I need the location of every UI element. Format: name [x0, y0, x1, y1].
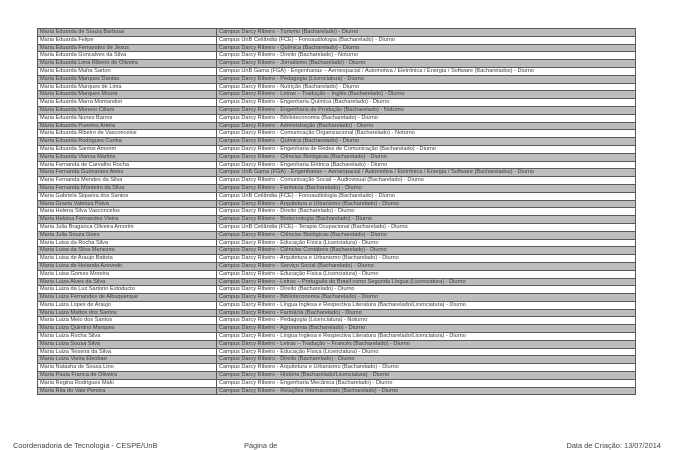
candidate-name-cell: Maria Fernanda Monteiro da Silva [38, 184, 217, 192]
footer-organization: Coordenadoria de Tecnologia - CESPE/UnB [13, 441, 158, 450]
candidate-name-cell: Maria Eduarda Nunes Barros [38, 114, 217, 122]
course-cell: Campus Darcy Ribeiro - Engenharia de Produção (Bacharelado) - Noturno [217, 106, 636, 114]
table-row [38, 356, 636, 364]
candidate-name-cell: Maria Eduarda Fernandes de Jesus [38, 44, 217, 52]
course-cell: Campus Darcy Ribeiro - Ciências Contábeis (Bacharelado) - Diurno [217, 247, 636, 255]
course-cell: Campus Darcy Ribeiro - Arquitetura e Urbanismo (Bacharelado) - Diurno [217, 255, 636, 263]
table-row [38, 309, 636, 317]
candidate-name-cell: Maria Luiza da Luz Sartorio Estoducto [38, 286, 217, 294]
course-cell: Campus Darcy Ribeiro - Nutrição (Bacharelado) - Diurno [217, 83, 636, 91]
table-row [38, 169, 636, 177]
table-row [38, 52, 636, 60]
course-cell: Campus Darcy Ribeiro - Ciências Biológicas (Bacharelado) - Diurno [217, 153, 636, 161]
table-row [38, 177, 636, 185]
course-cell: Campus Darcy Ribeiro - Farmácia (Bacharelado) - Diurno [217, 184, 636, 192]
course-cell: Campus Darcy Ribeiro - Pedagogia (Licenciatura) - Diurno [217, 75, 636, 83]
course-cell: Campus Darcy Ribeiro - Comunicação Social – Audiovisual (Bacharelado) - Diurno [217, 177, 636, 185]
course-cell: Campus Darcy Ribeiro - Direito (Bacharelado) - Diurno [217, 208, 636, 216]
course-cell: Campus UnB Ceilândia (FCE) - Fonoaudiologia (Bacharelado) - Diurno [217, 192, 636, 200]
table-row [38, 239, 636, 247]
candidate-name-cell: Maria Eduarda Marques de Lima [38, 83, 217, 91]
candidate-name-cell: Maria Luiza Melo dos Santos [38, 317, 217, 325]
table-row [38, 301, 636, 309]
course-cell: Campus Darcy Ribeiro - Direito (Bacharelado) - Noturno [217, 52, 636, 60]
course-cell: Campus Darcy Ribeiro - Engenharia de Redes de Comunicação (Bacharelado) - Diurno [217, 145, 636, 153]
candidate-name-cell: Maria Eduarda Goncalves da Silva [38, 52, 217, 60]
candidate-name-cell: Maria Helena Silva Vasconcelos [38, 208, 217, 216]
table-row [38, 387, 636, 395]
table-row [38, 262, 636, 270]
table-row [38, 379, 636, 387]
course-cell: Campus Darcy Ribeiro - Comunicação Organizacional (Bacharelado) - Noturno [217, 130, 636, 138]
course-cell: Campus Darcy Ribeiro - Biotecnologia (Bacharelado) - Diurno [217, 216, 636, 224]
course-cell: Campus Darcy Ribeiro - Letras – Tradução – Francês (Bacharelado) - Diurno [217, 340, 636, 348]
table-row [38, 138, 636, 146]
table-row [38, 130, 636, 138]
course-cell: Campus UnB Ceilândia (FCE) - Terapia Ocupacional (Bacharelado) - Diurno [217, 223, 636, 231]
candidate-name-cell: Maria Fernanda de Carvalho Rocha [38, 161, 217, 169]
course-cell: Campus Darcy Ribeiro - Educação Física (Licenciatura) - Diurno [217, 270, 636, 278]
table-row [38, 99, 636, 107]
course-cell: Campus Darcy Ribeiro - Educação Física (Licenciatura) - Diurno [217, 239, 636, 247]
table-row [38, 372, 636, 380]
course-cell: Campus Darcy Ribeiro - Química (Bacharelado) - Diurno [217, 138, 636, 146]
course-cell: Campus Darcy Ribeiro - Engenharia Mecânica (Bacharelado) - Diurno [217, 379, 636, 387]
course-cell: Campus Darcy Ribeiro - Pedagogia (Licenciatura) - Noturno [217, 317, 636, 325]
course-cell: Campus Darcy Ribeiro - História (Bacharelado/Licenciatura) - Diurno [217, 372, 636, 380]
table-row [38, 286, 636, 294]
course-cell: Campus Darcy Ribeiro - Engenharia Elétrica (Bacharelado) - Diurno [217, 161, 636, 169]
table-row [38, 223, 636, 231]
course-cell: Campus Darcy Ribeiro - Administração (Bacharelado) - Diurno [217, 122, 636, 130]
course-cell: Campus Darcy Ribeiro - Arquitetura e Urbanismo (Bacharelado) - Diurno [217, 364, 636, 372]
table-row [38, 161, 636, 169]
course-cell: Campus Darcy Ribeiro - Agronomia (Bacharelado) - Diurno [217, 325, 636, 333]
candidate-name-cell: Maria Luiza Fernandes de Albuquerque [38, 294, 217, 302]
course-cell: Campus Darcy Ribeiro - Química (Bacharelado) - Diurno [217, 44, 636, 52]
table-row [38, 122, 636, 130]
candidate-name-cell: Maria Eduarda Moreno Ciliani [38, 106, 217, 114]
course-cell: Campus Darcy Ribeiro - Letras – Tradução – Inglês (Bacharelado) - Diurno [217, 91, 636, 99]
course-cell: Campus Darcy Ribeiro - Direito (Bacharelado) - Diurno [217, 286, 636, 294]
table-row [38, 247, 636, 255]
course-cell: Campus Darcy Ribeiro - Língua Inglesa e Respectiva Literatura (Bacharelado/Licenciatura) - Diurno [217, 333, 636, 341]
candidate-name-cell: Maria Eduarda Rodrigues Cunha [38, 138, 217, 146]
results-table [37, 28, 636, 395]
table-row [38, 216, 636, 224]
table-row [38, 364, 636, 372]
table-row [38, 348, 636, 356]
table-row [38, 325, 636, 333]
candidate-name-cell: Maria Luisa da Silva Menezes [38, 247, 217, 255]
candidate-name-cell: Maria Julia Souza Goes [38, 231, 217, 239]
candidate-name-cell: Maria Luiza Alves da Silva [38, 278, 217, 286]
table-row [38, 270, 636, 278]
candidate-name-cell: Maria Luiza Lopes de Araujo [38, 301, 217, 309]
table-row [38, 75, 636, 83]
course-cell: Campus Darcy Ribeiro - Jornalismo (Bacharelado) - Diurno [217, 60, 636, 68]
table-row [38, 153, 636, 161]
table-row [38, 192, 636, 200]
table-row [38, 91, 636, 99]
candidate-name-cell: Maria Luisa de Holanda Azevedo [38, 262, 217, 270]
course-cell: Campus Darcy Ribeiro - Ciências Biológicas (Bacharelado) - Diurno [217, 231, 636, 239]
candidate-name-cell: Maria Eduarda Marques Dantas [38, 75, 217, 83]
footer-creation-date: Data de Criação: 13/07/2014 [566, 441, 661, 450]
course-cell: Campus Darcy Ribeiro - Língua Inglesa e Respectiva Literatura (Bacharelado/Licenciatura) - Diurno [217, 301, 636, 309]
candidate-name-cell: Maria Eduarda Felipe [38, 36, 217, 44]
candidate-name-cell: Maria Luiza Sousa Silva [38, 340, 217, 348]
course-cell: Campus Darcy Ribeiro - Serviço Social (Bacharelado) - Diurno [217, 262, 636, 270]
course-cell: Campus UnB Gama (FGA) - Engenharias – Aeroespacial / Automotiva / Eletrônica / Energia / Software (Bacharelados) - Diurno [217, 169, 636, 177]
table-row [38, 208, 636, 216]
table-row [38, 317, 636, 325]
table-row [38, 106, 636, 114]
table-row [38, 83, 636, 91]
candidate-name-cell: Maria Eduarda Mafra Sarton [38, 67, 217, 75]
candidate-name-cell: Maria Eduarda Marques Moura [38, 91, 217, 99]
candidate-name-cell: Maria Eduarda Santos Amorim [38, 145, 217, 153]
candidate-name-cell: Maria Luiza Quintino Marques [38, 325, 217, 333]
course-cell: Campus Darcy Ribeiro - Educação Física (Licenciatura) - Diurno [217, 348, 636, 356]
candidate-name-cell: Maria Fernanda Guimaraes Alves [38, 169, 217, 177]
candidate-name-cell: Maria Eduarda Lima Ribeiro de Oliveira [38, 60, 217, 68]
table-row [38, 200, 636, 208]
course-cell: Campus Darcy Ribeiro - Biblioteconomia (Bacharelado) - Diurno [217, 294, 636, 302]
course-cell: Campus Darcy Ribeiro - Direito (Bacharelado) - Diurno [217, 356, 636, 364]
candidate-name-cell: Maria Paula Franca de Oliveira [38, 372, 217, 380]
candidate-name-cell: Maria Natasha de Sousa Lino [38, 364, 217, 372]
candidate-name-cell: Maria Luiza Mattos dos Santos [38, 309, 217, 317]
candidate-name-cell: Maria Grazia Valenza Paiva [38, 200, 217, 208]
candidate-name-cell: Maria Luiza Teixeira da Silva [38, 348, 217, 356]
candidate-name-cell: Maria Luiza Vieira Eleobao [38, 356, 217, 364]
course-cell: Campus Darcy Ribeiro - Farmácia (Bacharelado) - Diurno [217, 309, 636, 317]
candidate-name-cell: Maria Luisa Gomes Moreira [38, 270, 217, 278]
table-row [38, 36, 636, 44]
table-row [38, 231, 636, 239]
table-row [38, 255, 636, 263]
candidate-name-cell: Maria Luisa da Rocha Silva [38, 239, 217, 247]
candidate-name-cell: Maria Eduarda Marra Montandon [38, 99, 217, 107]
table-row [38, 294, 636, 302]
results-table-body [38, 29, 636, 395]
candidate-name-cell: Maria Rita do Vale Pereira [38, 387, 217, 395]
table-row [38, 333, 636, 341]
course-cell: Campus UnB Ceilândia (FCE) - Fonoaudiologia (Bacharelado) - Diurno [217, 36, 636, 44]
candidate-name-cell: Maria Eduarda Puentes Arteta [38, 122, 217, 130]
candidate-name-cell: Maria Regina Rodrigues Maki [38, 379, 217, 387]
table-row [38, 67, 636, 75]
candidate-name-cell: Maria Gabriela Siqueira dos Santos [38, 192, 217, 200]
candidate-name-cell: Maria Eduarda Ribeiro de Vasconcelos [38, 130, 217, 138]
candidate-name-cell: Maria Luiza Rocha Silva [38, 333, 217, 341]
candidate-name-cell: Maria Eduarda de Souza Barbosa [38, 29, 217, 37]
table-row [38, 145, 636, 153]
table-row [38, 340, 636, 348]
course-cell: Campus UnB Gama (FGA) - Engenharias – Aeroespacial / Automotiva / Eletrônica / Energia / Software (Bacharelados) - Diurno [217, 67, 636, 75]
candidate-name-cell: Maria Julia Braganca Oliveira Amorim [38, 223, 217, 231]
footer-page-number: Página de [244, 441, 278, 450]
candidate-name-cell: Maria Fernanda Mendes da Silva [38, 177, 217, 185]
table-row [38, 278, 636, 286]
course-cell: Campus Darcy Ribeiro - Engenharia Química (Bacharelado) - Diurno [217, 99, 636, 107]
table-row [38, 60, 636, 68]
course-cell: Campus Darcy Ribeiro - Turismo (Bacharelado) - Diurno [217, 29, 636, 37]
course-cell: Campus Darcy Ribeiro - Biblioteconomia (Bacharelado) - Diurno [217, 114, 636, 122]
course-cell: Campus Darcy Ribeiro - Letras – Português do Brasil como Segunda Língua (Licenciatura) - Diurno [217, 278, 636, 286]
course-cell: Campus Darcy Ribeiro - Relações Internacionais (Bacharelado) - Diurno [217, 387, 636, 395]
candidate-name-cell: Maria Luisa de Araujo Batista [38, 255, 217, 263]
candidate-name-cell: Maria Eduarda Vianna Martins [38, 153, 217, 161]
table-row [38, 114, 636, 122]
candidate-name-cell: Maria Heloisa Fernandes Vieira [38, 216, 217, 224]
table-row [38, 184, 636, 192]
table-row [38, 29, 636, 37]
table-row [38, 44, 636, 52]
course-cell: Campus Darcy Ribeiro - Arquitetura e Urbanismo (Bacharelado) - Diurno [217, 200, 636, 208]
